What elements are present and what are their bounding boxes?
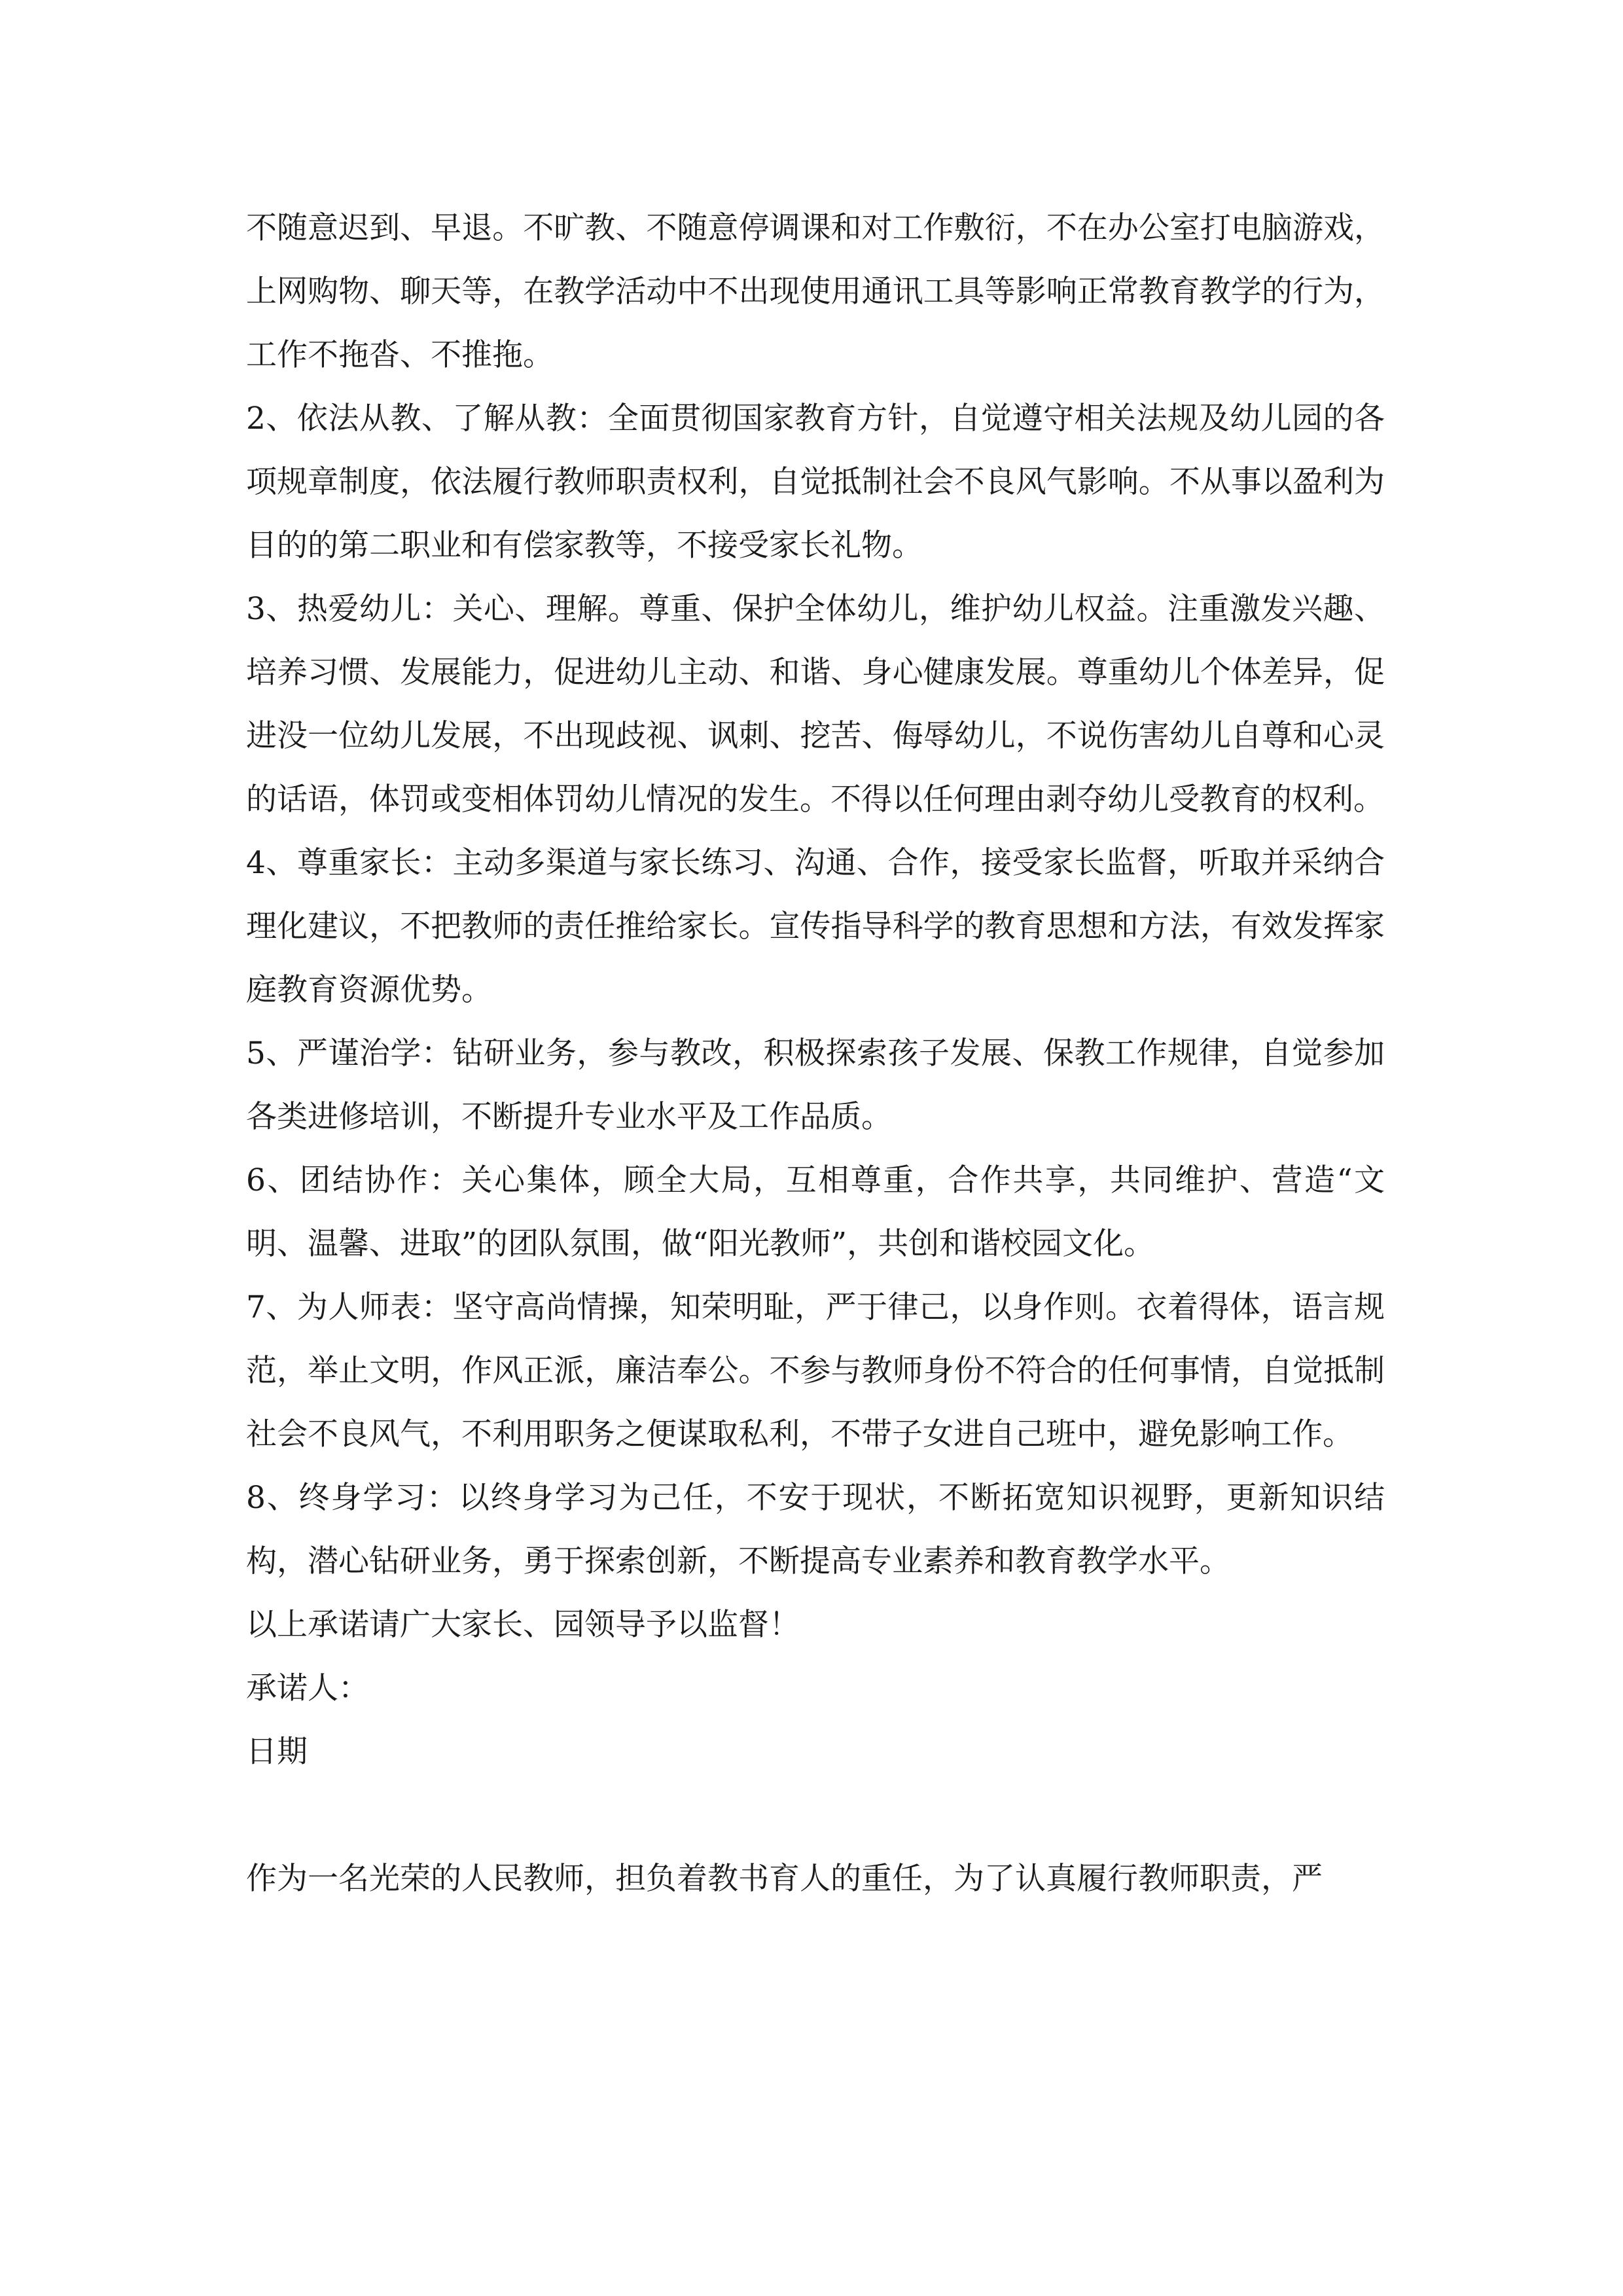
paragraph-item-8: 8、终身学习：以终身学习为己任，不安于现状，不断拓宽知识视野，更新知识结构，潜心钻研业务，勇于探索创新，不断提高专业素养和教育教学水平。 (246, 1480, 1385, 1579)
paragraph-item-2: 2、依法从教、了解从教：全面贯彻国家教育方针，自觉遵守相关法规及幼儿园的各项规章制度，依法履行教师职责权利，自觉抵制社会不良风气影响。不从事以盈利为目的的第二职业和有偿家教等，不接受家长礼物。 (246, 401, 1385, 564)
paragraph-item-4: 4、尊重家长：主动多渠道与家长练习、沟通、合作，接受家长监督，听取并采纳合理化建议，不把教师的责任推给家长。宣传指导科学的教育思想和方法，有效发挥家庭教育资源优势。 (246, 845, 1385, 1008)
paragraph-item-7: 7、为人师表：坚守高尚情操，知荣明耻，严于律己，以身作则。衣着得体，语言规范，举止文明，作风正派，廉洁奉公。不参与教师身份不符合的任何事情，自觉抵制社会不良风气，不利用职务之便谋取私利，不带子女进自己班中，避免影响工作。 (246, 1289, 1385, 1452)
paragraph-item-6: 6、团结协作：关心集体，顾全大局，互相尊重，合作共享，共同维护、营造“文明、温馨、进取”的团队氛围，做“阳光教师”，共创和谐校园文化。 (246, 1162, 1385, 1262)
paragraph-item-3: 3、热爱幼儿：关心、理解。尊重、保护全体幼儿，维护幼儿权益。注重激发兴趣、培养习惯、发展能力，促进幼儿主动、和谐、身心健康发展。尊重幼儿个体差异，促进没一位幼儿发展，不出现歧视、讽刺、挖苦、侮辱幼儿，不说伤害幼儿自尊和心灵的话语，体罚或变相体罚幼儿情况的发生。不得以任何理由剥夺幼儿受教育的权利。 (246, 591, 1385, 817)
blank-line (246, 1784, 1385, 1847)
paragraph-item-5: 5、严谨治学：钻研业务，参与教改，积极探索孩子发展、保教工作规律，自觉参加各类进修培训，不断提升专业水平及工作品质。 (246, 1035, 1385, 1135)
paragraph-next-section: 作为一名光荣的人民教师，担负着教书育人的重任，为了认真履行教师职责，严 (246, 1861, 1323, 1897)
document-page (246, 196, 1385, 1910)
signatory-label: 承诺人： (246, 1670, 369, 1706)
date-label: 日期 (246, 1734, 308, 1770)
paragraph-attendance: 不随意迟到、早退。不旷教、不随意停调课和对工作敷衍，不在办公室打电脑游戏，上网购物、聊天等，在教学活动中不出现使用通讯工具等影响正常教育教学的行为，工作不拖沓、不推拖。 (246, 210, 1385, 373)
paragraph-supervision: 以上承诺请广大家长、园领导予以监督！ (246, 1607, 800, 1643)
